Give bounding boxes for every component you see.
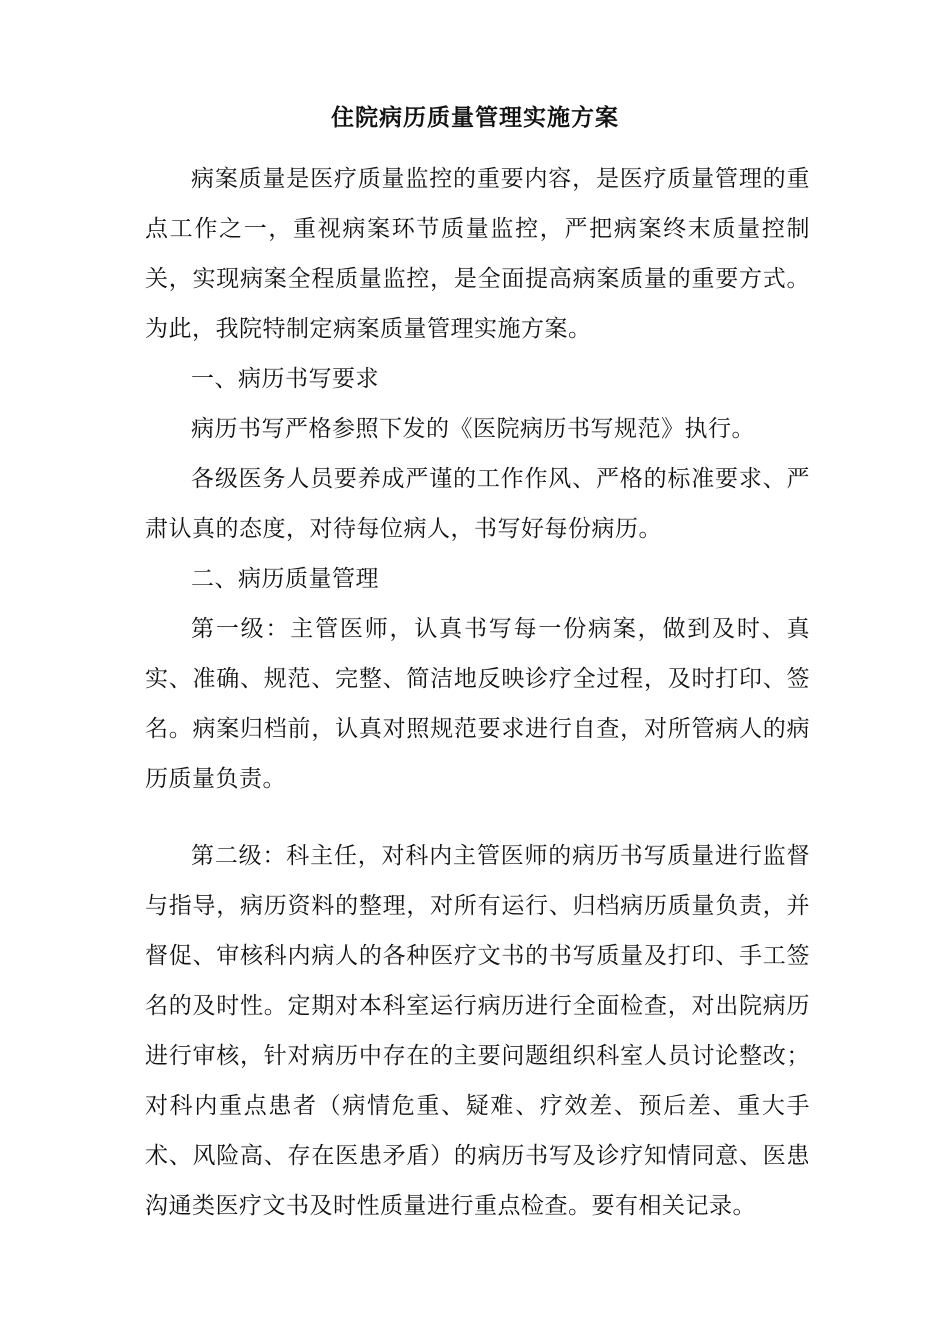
paragraph-level-one: 第一级：主管医师，认真书写每一份病案，做到及时、真实、准确、规范、完整、简洁地反映诊疗全过程，及时打印、签名。病案归档前，认真对照规范要求进行自查，对所管病人的病历质量负责。 [145,616,810,792]
section-heading-quality-management: 二、病历质量管理 [191,566,379,592]
paragraph-writing-standard: 病历书写严格参照下发的《医院病历书写规范》执行。 [191,416,755,442]
intro-paragraph: 病案质量是医疗质量监控的重要内容，是医疗质量管理的重点工作之一，重视病案环节质量监控，严把病案终末质量控制关，实现病案全程质量监控，是全面提高病案质量的重要方式。为此，我院特制定病案质量管理实施方案。 [145,166,810,342]
paragraph-level-two: 第二级：科主任，对科内主管医师的病历书写质量进行监督与指导，病历资料的整理，对所有运行、归档病历质量负责，并督促、审核科内病人的各种医疗文书的书写质量及打印、手工签名的及时性。定期对本科室运行病历进行全面检查，对出院病历进行审核，针对病历中存在的主要问题组织科室人员讨论整改；对科内重点患者（病情危重、疑难、疗效差、预后差、重大手术、风险高、存在医患矛盾）的病历书写及诊疗知情同意、医患沟通类医疗文书及时性质量进行重点检查。要有相关记录。 [145,843,810,1219]
section-heading-writing-requirements: 一、病历书写要求 [191,366,379,392]
document-title: 住院病历质量管理实施方案 [331,104,619,131]
paragraph-staff-attitude: 各级医务人员要养成严谨的工作作风、严格的标准要求、严肃认真的态度，对待每位病人，书写好每份病历。 [145,466,810,542]
document-body [145,154,810,1231]
